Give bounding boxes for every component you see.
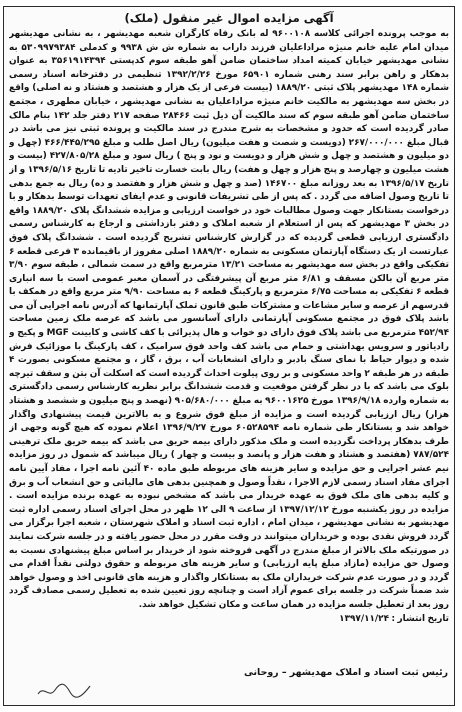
signature-scribble [34, 679, 94, 701]
notice-title: آگهی مزایده اموال غیر منقول (ملک) [124, 11, 334, 25]
notice-paragraph: به موجب پرونده اجرائی کلاسه ۹۶۰۰۱۰۸ له بانک رفاه کارگران شعبه مهدیشهر ، به نشانی مهدیشهر میدان امام علیه خانم منیژه مراداعلیان فرزند داراب به شماره ش ش ۹۹۳۸ و کدملی ۵۳۰۹۹۷۹۳۸۴ به نشانی مهدیشهر خیابان کمیته امداد ساختمان ضامن آهو طبقه سوم کدپستی ۳۵۶۱۹۱۴۳۹۴ به عنوان بدهکار و راهن برابر سند رهنی شماره ۶۵۹۰۱ مورخ ۱۳۹۲/۲/۲۶ تنظیمی در دفترخانه اسناد رسمی شماره ۱۴۸ مهدیشهر پلاک ثبتی ۱۸۸۹/۲۰ (بیست فرعی از یک هزار و هشتصد و هشتاد و نه اصلی) واقع در بخش سه مهدیشهر به مالکیت خانم منیژه مراداعلیان به نشانی مهدیشهر ، خیابان مطهری ، مجتمع ساختمان ضامن آهو طبقه سوم که سند مالکیت آن ذیل ثبت ۲۸۴۶۶ صفحه ۲۱۷ دفتر جلد ۱۴۲ بنام مالک صادر گردیده است که حدود و مشخصات به شرح مندرج در سند مالکیت و پرونده ثبتی نیز می باشد در قبال مبلغ ۲۶۷/۰۰۰/۰۰۰ (دویست و شصت و هفت میلیون) ریال اصل طلب و مبلغ ۴۶۶/۴۴۵/۲۹۵ (چهل و دو میلیون و هشتصد و چهل و شش هزار و دویست و نود و پنج ) ریال سود و مبلغ ۴۲۷/۸۰۵/۲۸ (بیست و هشت میلیون و چهارصد و پنج هزار و چهل و هفت) ریال بابت خسارت تاخیر تادیه تا تاریخ ۱۳۹۶/۵/۱۶ و از تاریخ ۱۳۹۶/۵/۱۷ به بعد روزانه مبلغ ۱۴۶۷۰۰ (صد و چهل و شش هزار و هفتصد و ده) ریال به جمع بدهی تا تاریخ وصول اضافه می گردد . که پس از طی تشریفات قانونی و عدم ایفای تعهدات توسط بدهکار و با درخواست بستانکار جهت وصول مطالبات خود در خواست ارزیابی و مزایده ششدانگ پلاک ۱۸۸۹/۲۰ واقع در بخش ۳ مهدیشهر که پس از استعلام از شعبه املاک و دفتر بازداشتی و ارجاع به کارشناس رسمی دادگستری ارزیابی قطعی گردیده که در گزارش کارشناس تشریح گردیده است . ششدانگ پلاک فوق عبارتست از یک دستگاه آپارتمان مسکونی به شماره ۱۸۸۹/۲۰ اصلی مفروز از باقیمانده ۳ فرعی قطعه ۶ تفکیکی واقع در بخش سه مهدیشهر به مساحت ۱۳/۲۱ مترمربع واقع در سمت شمالی ، طبقه سوم ۳/۹۰ متر مربع آن بالکن مسقف و ۶/۸۱ متر مربع آن پیشرفتگی در آسمان معبر عمومی است با سه انباری قطعه ۶ تفکیکی به مساحت ۶/۷۵ مترمربع و پارکینگ قطعه ۶ به مساحت ۹/۹۰ متر مربع واقع در همکف با قدرسهم از عرصه و سایر مشاعات و مشترکات طبق قانون تملک آپارتمانها که آدرس نامه اجرایی آن می باشد پلاک فوق در مجتمع مسکونی آپارتمانی دارای آسانسور می باشد که عرصه ملک زمین مساحت ۴۵۲/۹۴ مترمربع می باشد پلاک فوق دارای دو خواب و هال پذیرائی با کف کاشی و کابینت MGF و پکیج و رادیاتور و سرویس بهداشتی و حمام می باشد کف واحد فوق سرامیک ، کف پارکینگ با موزائیک فرش شده و دیوار حیاط با نمای سنگ بادبر و دارای انشعابات آب ، برق ، گاز ، و مجتمع مسکونی بصورت ۴ طبقه در هر طبقه ۲ واحد مسکونی و بر روی پیلوت احداث گردیده است که اسکلت آن بتن و سقف تیرچه بلوک می باشد که با در نظر گرفتن موقعیت و قدمت ششدانگ برابر نظریه کارشناس رسمی دادگستری به شماره وارده ۱۳۹۶/۹/۱۸ مورخ ۹۶۰۰۱۶۲۵ به مبلغ ۹۰۵/۶۸۰/۰۰۰ (نهصد و پنج میلیون و ششصد و هشتاد هزار) ریال ارزیابی گردیده است و مزایده از مبلغ فوق شروع و به بالاترین قیمت پیشنهادی واگذار خواهد شد و بستانکار طی شماره نامه ۶۰۵۲۸۵۹۴ مورخ ۱۳۹۶/۹/۲۷ اعلام نموده که هیچ گونه وجهی از طرف بدهکار پرداخت نگردیده است و ملک مذکور دارای بیمه حریق می باشد که بیمه حریق ملک ترهینی ۷۸۷/۵۲۴ (هفتصد و هشتاد و هفت هزار و پانصد و بیست و چهار ) ریال میباشد که شمول در روز مزایده نیم عشر اجرایی و حق مزایده و سایر هزینه های مربوطه طبق ماده ۴۰ آئین نامه اجرا ، مفاد آیین نامه اجرای مفاد اسناد رسمی لازم الاجرا ، نقداً وصول و همچنین بدهی های مالیاتی و حق انشعاب آب و برق و کلیه بدهی های ملک فوق به عهده خریدار می باشد که مشخص نبوده به عهده برنده مزایده است . مزایده در روز یکشنبه مورخ ۱۳۹۷/۱۲/۱۲ از ساعت ۹ الی ۱۲ ظهر در محل اجرای اسناد رسمی اداره ثبت مهدیشهر به نشانی مهدیشهر ، میدان امام ، اداره ثبت اسناد و املاک شهرستان ، شعبه اجرا برگزار می گردد فروش نقدی بوده و خریداران میتوانند در وقت مقرر در محل حضور یافته و در جلسه شرکت نمایند در صورتیکه ملک بالاتر از مبلغ مندرج در آگهی فروخته شود از خریدار بر اساس مبلغ پیشنهادی نسبت به وصول حق مزایده (مازاد مبلغ پایه ارزیابی) و سایر هزینه های مربوطه و حقوق دولتی نقداً اقدام می گردد و در صورت عدم شرکت خریداران ملک به بستانکار واگذار و هزینه های قانونی اخذ و وصول خواهد شد ضمناً شرکت در جلسه برای عموم آزاد است و چنانچه روز تعیین شده به تعطیل رسمی مصادف گردد روز بعد از تعطیل جلسه مزایده در همان ساعت و مکان تشکیل خواهد شد. [9, 29, 449, 610]
publication-date: تاریخ انتشار : ۱۳۹۷/۱۱/۲۴ [339, 613, 449, 624]
notice-frame [3, 6, 455, 706]
notice-signatory: رئیس ثبت اسناد و املاک مهدیشهر – روحانی [244, 667, 448, 678]
notice-body [9, 28, 449, 664]
